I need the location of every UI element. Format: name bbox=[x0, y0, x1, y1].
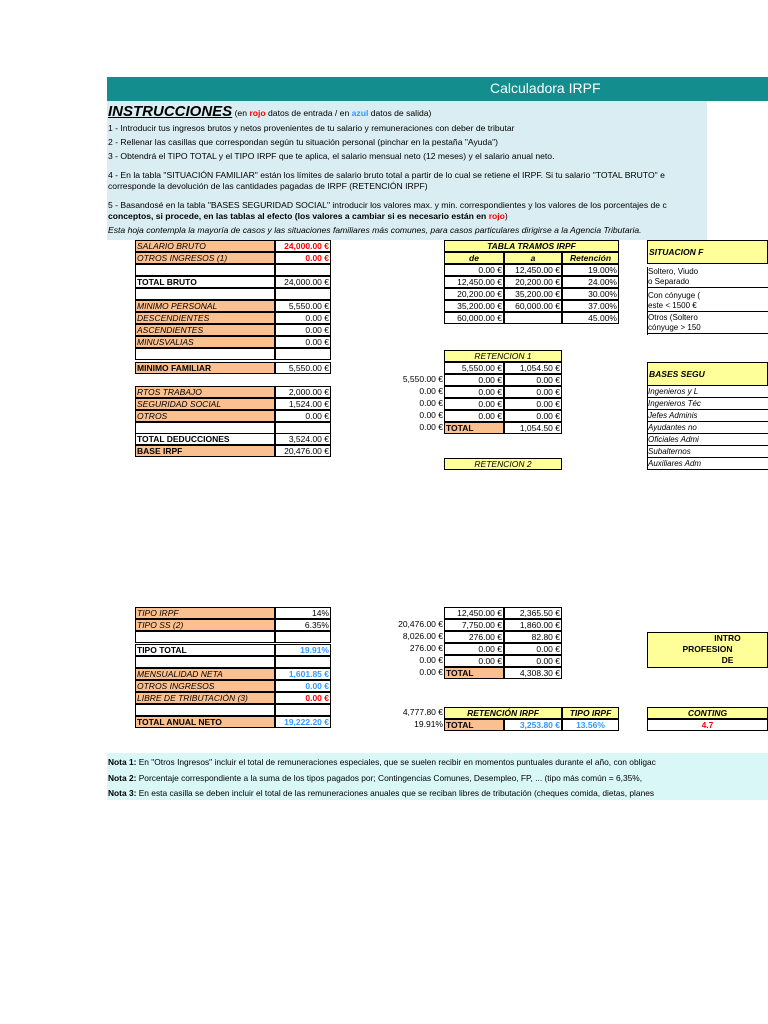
calc-outside: 20,476.00 € bbox=[398, 619, 443, 629]
bases-ss-item: Subalternos bbox=[648, 446, 768, 458]
retencion1-outside: 0.00 € bbox=[419, 410, 443, 420]
step-4b: corresponde la devolución de las cantidades pagadas de IRPF (RETENCIÓN IRPF) bbox=[108, 181, 428, 191]
libre-tributacion-value[interactable]: 0.00 € bbox=[275, 692, 331, 704]
minimo-personal-label: MINIMO PERSONAL bbox=[135, 300, 275, 312]
otros-ingresos-label: OTROS INGRESOS (1) bbox=[135, 252, 275, 264]
step-5b-text: conceptos, si procede, en las tablas al efecto (los valores a cambiar si es necesario están en bbox=[108, 211, 489, 221]
seguridad-social-value[interactable]: 1,524.00 € bbox=[275, 398, 331, 410]
blank-value-cell bbox=[275, 288, 331, 300]
blank-value-cell bbox=[275, 656, 331, 668]
total-deducciones-value: 3,524.00 € bbox=[275, 433, 331, 445]
situacion-soltero: Soltero, Viudo bbox=[648, 267, 699, 276]
tipo-irpf-value: 13.56% bbox=[562, 719, 619, 731]
tramos-cell: 20,200.00 € bbox=[444, 288, 504, 300]
calc-total-value: 4,308.30 € bbox=[504, 667, 562, 679]
conting-value: 4.7 bbox=[647, 719, 768, 731]
retencion1-cell: 1,054.50 € bbox=[504, 362, 562, 374]
retencion2-title: RETENCION 2 bbox=[444, 458, 562, 470]
note-2-label: Nota 2: bbox=[108, 772, 137, 783]
calc-cell: 2,365.50 € bbox=[504, 607, 562, 619]
retencion1-cell: 0.00 € bbox=[444, 374, 504, 386]
resumen-outside-2: 19.91% bbox=[414, 719, 443, 729]
bases-ss-item: Ingenieros Téc bbox=[648, 398, 768, 410]
situacion-familiar-list bbox=[647, 267, 768, 335]
retencion1-cell: 0.00 € bbox=[504, 398, 562, 410]
seguridad-social-label: SEGURIDAD SOCIAL bbox=[135, 398, 275, 410]
minusvalias-label: MINUSVALIAS bbox=[135, 336, 275, 348]
tramos-cell: 0.00 € bbox=[444, 264, 504, 276]
tipo-irpf-value: 14% bbox=[275, 607, 331, 619]
retencion1-total-value: 1,054.50 € bbox=[504, 422, 562, 434]
calc-outside: 276.00 € bbox=[409, 643, 443, 653]
blank-label-cell bbox=[135, 264, 275, 276]
note-2-text: Porcentaje correspondiente a la suma de los tipos pagados por; Contingencias Comunes, Desempleo, FP, ... (tipo más común = 6,35%, bbox=[136, 772, 643, 783]
intro-line-2: PROFESION bbox=[682, 644, 733, 654]
retencion1-outside: 0.00 € bbox=[419, 398, 443, 408]
rtos-trabajo-label: RTOS TRABAJO bbox=[135, 386, 275, 398]
calc-cell: 12,450.00 € bbox=[444, 607, 504, 619]
tramos-cell: 60,000.00 € bbox=[444, 312, 504, 324]
mensualidad-neta-label: MENSUALIDAD NETA bbox=[135, 668, 275, 680]
retencion1-outside: 0.00 € bbox=[419, 422, 443, 432]
otros-ingresos-value[interactable]: 0.00 € bbox=[275, 252, 331, 264]
intro-profesion-box bbox=[647, 632, 768, 668]
ascendientes-label: ASCENDIENTES bbox=[135, 324, 275, 336]
tramos-header: de bbox=[444, 252, 504, 264]
bases-ss-item: Auxiliares Adm bbox=[648, 458, 768, 470]
total-bruto-value: 24,000.00 € bbox=[275, 276, 331, 288]
note-3-text: En esta casilla se deben incluir el total de las remuneraciones anuales que se reciban libres de tributación (cheques comida, dietas, planes bbox=[136, 788, 655, 798]
instructions-note: Esta hoja contempla la mayoría de casos y las situaciones familiares más comunes, para casos particulares dirigirse a la Agencia Tributaria. bbox=[108, 225, 642, 235]
bases-ss-item: Jefes Adminis bbox=[648, 410, 768, 422]
step-2: 2 - Rellenar las casillas que correspondan según tu situación personal (pinchar en la pestaña "Ayuda") bbox=[108, 137, 499, 147]
tramos-title: TABLA TRAMOS IRPF bbox=[444, 240, 619, 252]
retencion-irpf-value: 3,253.80 € bbox=[504, 719, 562, 731]
retencion1-cell: 0.00 € bbox=[504, 410, 562, 422]
descendientes-label: DESCENDIENTES bbox=[135, 312, 275, 324]
bases-ss-title: BASES SEGU bbox=[647, 362, 768, 386]
bases-ss-item: Oficiales Admi bbox=[648, 434, 768, 446]
resumen-outside-1: 4,777.80 € bbox=[402, 707, 443, 717]
calc-outside: 0.00 € bbox=[419, 667, 443, 677]
retencion1-cell: 0.00 € bbox=[444, 398, 504, 410]
note-1 bbox=[108, 755, 768, 771]
total-bruto-label: TOTAL BRUTO bbox=[135, 276, 275, 288]
tramos-cell: 35,200.00 € bbox=[504, 288, 562, 300]
step-1: 1 - Introducir tus ingresos brutos y netos provenientes de tu salario y remuneraciones con deber de tributar bbox=[108, 123, 515, 133]
otros-value[interactable]: 0.00 € bbox=[275, 410, 331, 422]
retencion1-outside bbox=[390, 362, 444, 374]
calc-cell: 0.00 € bbox=[504, 655, 562, 667]
situacion-conyuge: Con cónyuge ( bbox=[648, 291, 701, 300]
calc-cell: 82.80 € bbox=[504, 631, 562, 643]
retencion1-outside: 0.00 € bbox=[419, 386, 443, 396]
blank-label-cell bbox=[135, 288, 275, 300]
tramos-cell: 20,200.00 € bbox=[504, 276, 562, 288]
instructions-text bbox=[108, 103, 768, 240]
tipo-irpf-label: TIPO IRPF bbox=[135, 607, 275, 619]
tramos-cell: 24.00% bbox=[562, 276, 619, 288]
bases-ss-item: Ingenieros y L bbox=[648, 386, 768, 398]
minimo-personal-value[interactable]: 5,550.00 € bbox=[275, 300, 331, 312]
tramos-cell: 19.00% bbox=[562, 264, 619, 276]
calc-outside: 8,026.00 € bbox=[402, 631, 443, 641]
blank-label-cell bbox=[135, 704, 275, 716]
legend-red: rojo bbox=[249, 108, 266, 118]
tramos-cell: 45.00% bbox=[562, 312, 619, 324]
retencion1-outside: 5,550.00 € bbox=[402, 374, 443, 384]
bases-ss-list bbox=[647, 386, 768, 470]
note-2 bbox=[108, 771, 768, 787]
retencion1-total-label: TOTAL bbox=[444, 422, 504, 434]
calc-outside bbox=[390, 607, 444, 619]
situacion-separado: o Separado bbox=[648, 277, 690, 286]
note-3-label: Nota 3: bbox=[108, 788, 137, 798]
rtos-trabajo-value[interactable]: 2,000.00 € bbox=[275, 386, 331, 398]
calc-cell: 7,750.00 € bbox=[444, 619, 504, 631]
legend-mid: datos de entrada / en bbox=[265, 108, 352, 118]
tramos-header: Retención bbox=[562, 252, 619, 264]
bases-ss-item: Ayudantes no bbox=[648, 422, 768, 434]
blank-value-cell bbox=[275, 348, 331, 360]
tramos-cell: 60,000.00 € bbox=[504, 300, 562, 312]
situacion-otros: Otros (Soltero bbox=[648, 313, 698, 322]
tramos-cell: 37.00% bbox=[562, 300, 619, 312]
salario-bruto-label: SALARIO BRUTO bbox=[135, 240, 275, 252]
calc-cell: 0.00 € bbox=[444, 655, 504, 667]
minimo-familiar-label: MINIMO FAMILIAR bbox=[135, 362, 275, 374]
otros-label: OTROS bbox=[135, 410, 275, 422]
blank-label-cell bbox=[135, 631, 275, 643]
instructions-title: INSTRUCCIONES bbox=[108, 103, 233, 120]
tipo-total-value: 19.91% bbox=[275, 644, 331, 656]
total-anual-neto-value: 19,222.20 € bbox=[275, 716, 331, 728]
legend-post: datos de salida) bbox=[368, 108, 432, 118]
retencion1-cell: 0.00 € bbox=[444, 410, 504, 422]
total-anual-neto-label: TOTAL ANUAL NETO bbox=[135, 716, 275, 728]
blank-label-cell bbox=[135, 656, 275, 668]
minusvalias-value[interactable]: 0.00 € bbox=[275, 336, 331, 348]
calc-cell: 276.00 € bbox=[444, 631, 504, 643]
otros-ingresos2-value[interactable]: 0.00 € bbox=[275, 680, 331, 692]
blank-value-cell bbox=[275, 704, 331, 716]
situacion-conyuge-limite: este < 1500 € bbox=[648, 301, 697, 310]
step-5a: 5 - Basandosé en la tabla "BASES SEGURIDAD SOCIAL" introducir los valores max. y min. correspondientes y los valores de los porcentajes de c bbox=[108, 200, 667, 210]
calc-outside: 0.00 € bbox=[419, 655, 443, 665]
tipo-irpf-label: TIPO IRPF bbox=[562, 707, 619, 719]
retencion1-title: RETENCION 1 bbox=[444, 350, 562, 362]
libre-tributacion-label: LIBRE DE TRIBUTACIÓN (3) bbox=[135, 692, 275, 704]
tramos-cell bbox=[504, 312, 562, 324]
app-title: Calculadora IRPF bbox=[490, 80, 601, 96]
situacion-familiar-title: SITUACION F bbox=[647, 240, 768, 264]
salario-bruto-value[interactable]: 24,000.00 € bbox=[275, 240, 331, 252]
blank-label-cell bbox=[135, 348, 275, 360]
calc-cell: 1,860.00 € bbox=[504, 619, 562, 631]
tramos-cell: 12,450.00 € bbox=[444, 276, 504, 288]
base-irpf-label: BASE IRPF bbox=[135, 445, 275, 457]
calc-cell: 0.00 € bbox=[504, 643, 562, 655]
step-5b-end: ) bbox=[504, 211, 508, 221]
conting-label: CONTING bbox=[647, 707, 768, 719]
total-deducciones-label: TOTAL DEDUCCIONES bbox=[135, 433, 275, 445]
tramos-cell: 30.00% bbox=[562, 288, 619, 300]
resumen-total-label: TOTAL bbox=[444, 719, 504, 731]
intro-line-3: DE bbox=[721, 655, 734, 665]
blank-value-cell bbox=[275, 264, 331, 276]
retencion1-cell: 0.00 € bbox=[444, 386, 504, 398]
otros-ingresos2-label: OTROS INGRESOS bbox=[135, 680, 275, 692]
situacion-otros-limite: cónyuge > 150 bbox=[648, 323, 701, 332]
retencion-irpf-label: RETENCIÓN IRPF bbox=[444, 707, 562, 719]
base-irpf-value: 20,476.00 € bbox=[275, 445, 331, 457]
retencion1-cell: 5,550.00 € bbox=[444, 362, 504, 374]
step-5b bbox=[108, 211, 768, 222]
retencion1-cell: 0.00 € bbox=[504, 374, 562, 386]
note-1-label: Nota 1: bbox=[108, 757, 137, 767]
app-header bbox=[107, 77, 768, 101]
legend-pre: (en bbox=[232, 108, 250, 118]
step-3: 3 - Obtendrá el TIPO TOTAL y el TIPO IRPF que te aplica, el salario mensual neto (12 meses) y el salario anual neto. bbox=[108, 151, 555, 161]
tramos-cell: 35,200.00 € bbox=[444, 300, 504, 312]
note-1-text: En "Otros Ingresos" incluir el total de remuneraciones especiales, que se suelen recibir en momentos puntuales durante el año, con obligac bbox=[136, 757, 656, 767]
tipo-ss-value[interactable]: 6.35% bbox=[275, 619, 331, 631]
notes-text bbox=[108, 755, 768, 802]
tipo-total-label: TIPO TOTAL bbox=[135, 644, 275, 656]
mensualidad-neta-value: 1,601.85 € bbox=[275, 668, 331, 680]
tipo-ss-label: TIPO SS (2) bbox=[135, 619, 275, 631]
minimo-familiar-value: 5,550.00 € bbox=[275, 362, 331, 374]
tramos-header: a bbox=[504, 252, 562, 264]
note-3 bbox=[108, 786, 768, 802]
tramos-cell: 12,450.00 € bbox=[504, 264, 562, 276]
legend-blue: azul bbox=[351, 108, 369, 118]
calc-cell: 0.00 € bbox=[444, 643, 504, 655]
intro-line-1: INTRO bbox=[714, 633, 741, 643]
calc-total-label: TOTAL bbox=[444, 667, 504, 679]
step-4a: 4 - En la tabla "SITUACIÓN FAMILIAR" están los límites de salario bruto total a partir de lo cual se retiene el IRPF. Si tu salario "TOTAL BRUTO" e bbox=[108, 170, 665, 180]
blank-value-cell bbox=[275, 631, 331, 643]
descendientes-value[interactable]: 0.00 € bbox=[275, 312, 331, 324]
retencion1-cell: 0.00 € bbox=[504, 386, 562, 398]
step-5b-red: rojo bbox=[488, 211, 505, 221]
ascendientes-value[interactable]: 0.00 € bbox=[275, 324, 331, 336]
